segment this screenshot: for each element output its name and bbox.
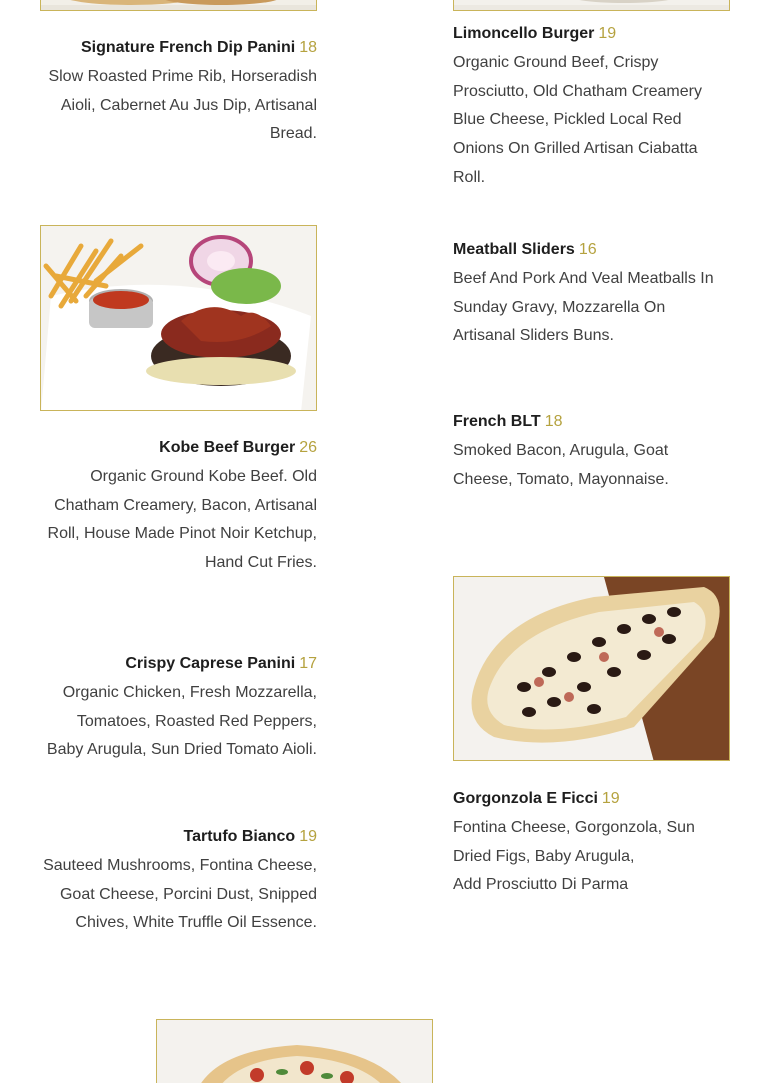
menu-item-limoncello-burger: [453, 20, 730, 193]
menu-item-kobe-beef-burger: [40, 434, 317, 578]
limoncello-burger-image: [454, 0, 730, 11]
item-description: Smoked Bacon, Arugula, Goat Cheese, Tomato, Mayonnaise.: [453, 441, 669, 488]
gorgonzola-flatbread-image: [454, 577, 730, 761]
french-dip-photo: [40, 0, 317, 11]
item-price: 26: [299, 439, 317, 456]
item-description: Organic Ground Kobe Beef. Old Chatham Creamery, Bacon, Artisanal Roll, House Made Pinot Noir Ketchup, Hand Cut Fries.: [47, 467, 317, 572]
item-description: Sauteed Mushrooms, Fontina Cheese, Goat Cheese, Porcini Dust, Snipped Chives, White Truffle Oil Essence.: [43, 856, 317, 932]
item-name: French BLT: [453, 413, 541, 430]
item-description: Slow Roasted Prime Rib, Horseradish Aioli, Cabernet Au Jus Dip, Artisanal Bread.: [48, 67, 317, 143]
item-price: 19: [598, 25, 617, 42]
limoncello-burger-photo: [453, 0, 730, 11]
item-description: Organic Chicken, Fresh Mozzarella, Tomatoes, Roasted Red Peppers, Baby Arugula, Sun Dried Tomato Aioli.: [46, 683, 317, 759]
menu-item-french-blt: [453, 408, 730, 494]
item-name: Limoncello Burger: [453, 25, 595, 42]
item-price: 18: [299, 39, 317, 56]
menu-item-tartufo-bianco: [40, 823, 317, 938]
menu-item-crispy-caprese-panini: [40, 650, 317, 765]
kobe-beef-burger-photo: [40, 225, 317, 411]
item-description: Organic Ground Beef, Crispy Prosciutto, Old Chatham Creamery Blue Cheese, Pickled Local Red Onions On Grilled Artisan Ciabatta Roll.: [453, 53, 702, 186]
item-name: Signature French Dip Panini: [80, 39, 296, 56]
menu-item-meatball-sliders: [453, 236, 730, 351]
kobe-beef-burger-image: [41, 226, 317, 411]
item-description: Beef And Pork And Veal Meatballs In Sunday Gravy, Mozzarella On Artisanal Sliders Buns.: [453, 269, 714, 345]
item-price: 19: [601, 790, 620, 807]
item-name: Gorgonzola E Ficci: [453, 790, 598, 807]
gorgonzola-flatbread-photo: [453, 576, 730, 761]
item-name: Kobe Beef Burger: [159, 439, 296, 456]
item-name: Tartufo Bianco: [183, 828, 296, 845]
french-dip-image: [41, 0, 317, 11]
menu-item-gorgonzola-e-ficci: [453, 785, 730, 900]
caprese-flatbread-image: [157, 1020, 433, 1083]
caprese-flatbread-photo: [156, 1019, 433, 1083]
item-name: Meatball Sliders: [453, 241, 575, 258]
menu-item-french-dip-panini: [40, 34, 317, 149]
item-price: 17: [299, 655, 317, 672]
item-description: Fontina Cheese, Gorgonzola, Sun Dried Figs, Baby Arugula,: [453, 818, 695, 865]
item-price: 19: [299, 828, 317, 845]
item-name: Crispy Caprese Panini: [125, 655, 296, 672]
item-price: 18: [544, 413, 563, 430]
item-note: Add Prosciutto Di Parma: [453, 876, 629, 894]
item-price: 16: [578, 241, 597, 258]
